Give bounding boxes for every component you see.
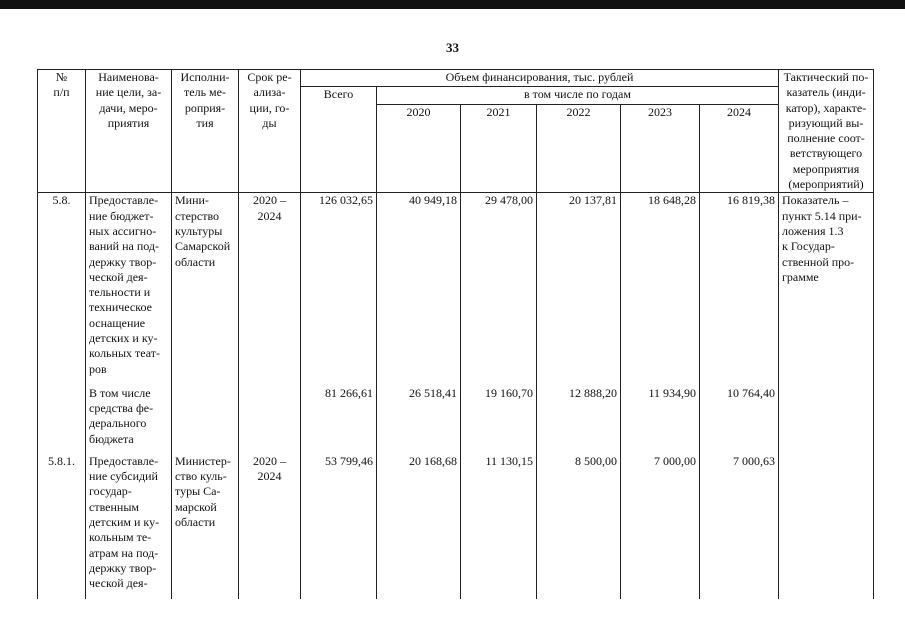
row-no: 5.8.	[38, 193, 86, 386]
row-2024: 16 819,38	[700, 193, 779, 386]
row-2023: 18 648,28	[621, 193, 700, 386]
row-2021: 11 130,15	[461, 454, 537, 599]
header-funding: Объем финансирования, тыс. рублей	[301, 70, 779, 87]
row-total: 53 799,46	[301, 454, 377, 599]
row-2020: 26 518,41	[377, 386, 461, 454]
table-row	[38, 386, 874, 454]
row-executor: Министер- ство куль- туры Са- марской области	[172, 454, 239, 599]
row-2021: 19 160,70	[461, 386, 537, 454]
row-2024: 10 764,40	[700, 386, 779, 454]
header-year-2022: 2022	[537, 105, 621, 193]
row-indicator: Показатель – пункт 5.14 при- ложения 1.3 к Государ- ственной про- грамме	[779, 193, 874, 386]
header-by-years: в том числе по годам	[377, 87, 779, 105]
header-total: Всего	[301, 87, 377, 193]
header-year-2020: 2020	[377, 105, 461, 193]
row-2022: 8 500,00	[537, 454, 621, 599]
row-2020: 20 168,68	[377, 454, 461, 599]
header-name: Наименова- ние цели, за- дачи, меро- приятия	[86, 70, 172, 193]
row-no: 5.8.1.	[38, 454, 86, 599]
row-executor: Мини- стерство культуры Самарской области	[172, 193, 239, 386]
header-row-1	[38, 70, 874, 87]
row-no	[38, 386, 86, 454]
row-name: В том числе средства фе- дерального бюджета	[86, 386, 172, 454]
row-term: 2020 – 2024	[239, 454, 301, 599]
row-indicator	[779, 386, 874, 454]
header-year-2021: 2021	[461, 105, 537, 193]
page-number: 33	[446, 40, 459, 55]
row-term	[239, 386, 301, 454]
top-border-bar	[0, 0, 905, 9]
header-indicator: Тактический по- казатель (инди- катор), характе- ризующий вы- полнение соот- ветствующего мероприятия (мероприятий)	[779, 70, 874, 193]
row-2022: 12 888,20	[537, 386, 621, 454]
funding-table	[37, 69, 874, 599]
row-executor	[172, 386, 239, 454]
row-indicator	[779, 454, 874, 599]
row-term: 2020 – 2024	[239, 193, 301, 386]
table-row	[38, 193, 874, 386]
header-year-2023: 2023	[621, 105, 700, 193]
row-total: 126 032,65	[301, 193, 377, 386]
row-2020: 40 949,18	[377, 193, 461, 386]
header-executor: Исполни- тель ме- роприя- тия	[172, 70, 239, 193]
row-2023: 7 000,00	[621, 454, 700, 599]
row-name: Предоставле- ние бюджет- ных ассигно- ваний на под- держку твор- ческой дея- тельности и техническое оснащение детских и ку- кольных теат- ров	[86, 193, 172, 386]
header-term: Срок ре- ализа- ции, го- ды	[239, 70, 301, 193]
row-2021: 29 478,00	[461, 193, 537, 386]
header-no: № п/п	[38, 70, 86, 193]
row-2024: 7 000,63	[700, 454, 779, 599]
row-2023: 11 934,90	[621, 386, 700, 454]
row-2022: 20 137,81	[537, 193, 621, 386]
row-total: 81 266,61	[301, 386, 377, 454]
row-name: Предоставле- ние субсидий государ- ственным детским и ку- кольным те- атрам на под- держку твор- ческой дея-	[86, 454, 172, 599]
header-year-2024: 2024	[700, 105, 779, 193]
table-row	[38, 454, 874, 599]
